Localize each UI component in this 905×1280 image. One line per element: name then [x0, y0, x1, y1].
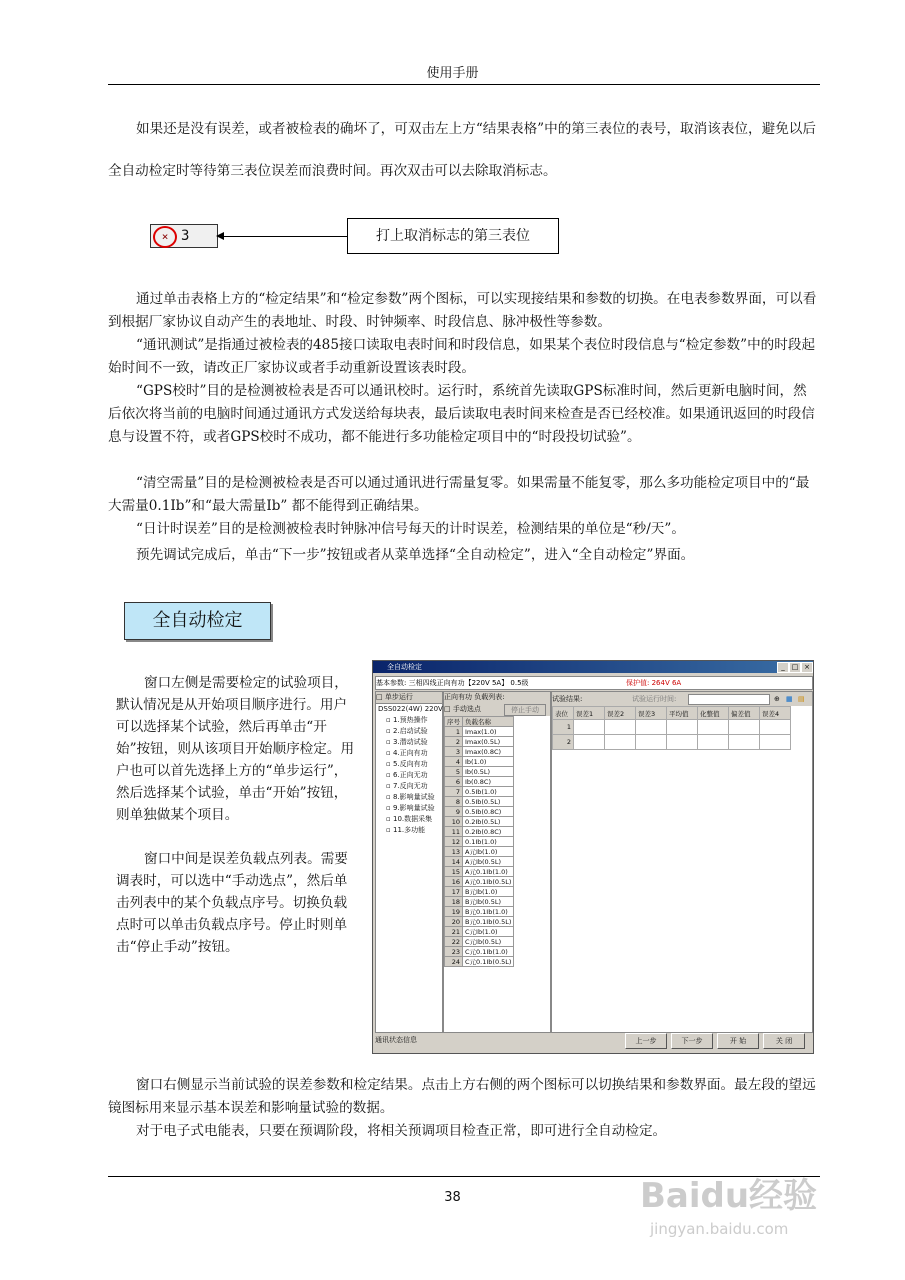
params-bar: [375, 676, 813, 690]
window-title-bar: [373, 661, 813, 673]
load-index[interactable]: 3: [445, 747, 463, 757]
side-paragraph-left-panel: 窗口左侧是需要检定的试验项目，默认情况是从开始项目顺序进行。用户可以选择某个试验，然后再单击“开始”按钮，则从该项目开始顺序检定。用户也可以首先选择上方的“单步运行”，然后选择某个试验，单击“开始”按钮，则单独做某个项目。: [116, 675, 355, 823]
load-index[interactable]: 19: [445, 907, 463, 917]
load-row[interactable]: [445, 917, 514, 927]
test-tree: [376, 704, 442, 836]
test-tree-panel: [375, 691, 443, 1033]
binoculars-icon[interactable]: ⊕: [774, 695, 780, 703]
run-time-field: [688, 694, 770, 705]
load-name: Imax(0.8C): [463, 747, 514, 757]
tree-item[interactable]: [378, 715, 442, 726]
load-row[interactable]: [445, 817, 514, 827]
results-row[interactable]: [553, 720, 791, 735]
load-index[interactable]: 22: [445, 937, 463, 947]
load-row[interactable]: [445, 757, 514, 767]
load-row[interactable]: [445, 907, 514, 917]
tree-item-label: 8.影响量试验: [392, 793, 435, 801]
tree-item-label: 11.多功能: [392, 826, 426, 834]
results-col-header: 表位: [553, 707, 574, 720]
load-name: B元0.1Ib(0.5L): [463, 917, 514, 927]
results-col-header: 误差1: [574, 707, 605, 720]
window-title: 全自动检定: [387, 663, 422, 671]
load-name: Imax(0.5L): [463, 737, 514, 747]
load-row[interactable]: [445, 887, 514, 897]
load-index[interactable]: 20: [445, 917, 463, 927]
load-index[interactable]: 7: [445, 787, 463, 797]
load-name: Ib(1.0): [463, 757, 514, 767]
status-info: 通讯状态信息: [375, 1036, 417, 1044]
tree-node-icon: ▫: [386, 804, 393, 812]
results-cell: [729, 720, 760, 735]
load-index[interactable]: 11: [445, 827, 463, 837]
callout-box: 打上取消标志的第三表位: [347, 218, 559, 254]
results-cell: [605, 735, 636, 750]
manual-controls: [444, 703, 550, 716]
tree-node-icon: ▫: [386, 760, 393, 768]
load-row[interactable]: [445, 827, 514, 837]
load-name: A元Ib(1.0): [463, 847, 514, 857]
page-number: 38: [444, 1190, 461, 1205]
load-name: C元0.1Ib(0.5L): [463, 957, 514, 967]
results-cell: [698, 720, 729, 735]
load-index[interactable]: 12: [445, 837, 463, 847]
load-row[interactable]: [445, 727, 514, 737]
load-index[interactable]: 9: [445, 807, 463, 817]
load-name: 0.2Ib(0.5L): [463, 817, 514, 827]
paragraph-clear-demand: “清空需量”目的是检测被检表是否可以通过通讯进行需量复零。如果需量不能复零，那么多功能检定项目中的“最大需量0.1Ib”和“最大需量Ib” 都不能得到正确结果。: [108, 475, 810, 514]
results-toolbar: [552, 692, 812, 706]
header-rule: [108, 84, 820, 85]
param-table-icon[interactable]: ▤: [798, 695, 805, 703]
paragraph-comm-test: “通讯测试”是指通过被检表的485接口读取电表时间和时段信息，如果某个表位时段信息与“检定参数”中的时段起始时间不一致，请改正厂家协议或者手动重新设置该表时段。: [108, 337, 816, 376]
tree-node-icon: ▫: [386, 738, 393, 746]
close-icon[interactable]: ×: [801, 662, 813, 673]
load-name: A元Ib(0.5L): [463, 857, 514, 867]
paragraph-right-panel: 窗口右侧显示当前试验的误差参数和检定结果。点击上方右侧的两个图标可以切换结果和参数界面。最左段的望远镜图标用来显示基本误差和影响量试验的数据。: [108, 1077, 816, 1116]
results-cell: [574, 720, 605, 735]
load-name: B元Ib(1.0): [463, 887, 514, 897]
load-index[interactable]: 13: [445, 847, 463, 857]
params-label: 基本参数: 三相四线正向有功【220V 5A】 0.5级: [376, 679, 529, 687]
load-row[interactable]: [445, 777, 514, 787]
load-name: Ib(0.8C): [463, 777, 514, 787]
load-list-panel: [443, 691, 551, 1033]
tree-item[interactable]: [378, 737, 442, 748]
tree-node-icon: ▫: [386, 815, 393, 823]
stop-manual-button[interactable]: 停止手动: [504, 704, 546, 716]
load-row[interactable]: [445, 867, 514, 877]
results-header-row: [553, 707, 791, 720]
results-row[interactable]: [553, 735, 791, 750]
tree-item-label: 5.反向有功: [392, 760, 428, 768]
load-row[interactable]: [445, 787, 514, 797]
tree-node-icon: ▫: [386, 727, 393, 735]
result-label: 试验结果:: [552, 695, 583, 703]
paragraph-electronic-meter: 对于电子式电能表，只要在预调阶段，将相关预调项目检查正常，即可进行全自动检定。: [136, 1123, 667, 1139]
tree-item-label: 6.正向无功: [392, 771, 428, 779]
side-paragraph-middle-panel: 窗口中间是误差负载点列表。需要调表时，可以选中“手动选点”，然后单击列表中的某个负载点序号。切换负载点时可以单击负载点序号。停止时则单击“停止手动”按钮。: [116, 851, 348, 955]
results-cell: [667, 720, 698, 735]
tree-item-label: 4.正向有功: [392, 749, 428, 757]
load-row[interactable]: [445, 947, 514, 957]
tree-item-label: 3.潜动试验: [392, 738, 428, 746]
tree-node-icon: ▫: [386, 749, 393, 757]
load-table: [444, 716, 514, 967]
tree-item-label: 7.反向无功: [392, 782, 428, 790]
load-row[interactable]: [445, 797, 514, 807]
tree-node-icon: ▫: [386, 771, 393, 779]
results-cell: [636, 720, 667, 735]
results-col-header: 偏差值: [729, 707, 760, 720]
checkbox-icon: □: [376, 693, 383, 701]
maximize-icon[interactable]: □: [789, 662, 801, 673]
load-list-header: 正向有功 负载列表:: [444, 692, 550, 703]
cancel-mark-icon: ×: [153, 226, 177, 248]
results-col-header: 误差2: [605, 707, 636, 720]
load-table-header: [445, 717, 514, 727]
load-index[interactable]: 15: [445, 867, 463, 877]
load-index[interactable]: 21: [445, 927, 463, 937]
load-name: C元0.1Ib(1.0): [463, 947, 514, 957]
protect-label: 保护值: 264V 6A: [626, 679, 682, 687]
tree-item[interactable]: [378, 803, 442, 814]
load-index[interactable]: 10: [445, 817, 463, 827]
tree-item[interactable]: [378, 825, 442, 836]
arrow-line: [223, 236, 347, 237]
load-index[interactable]: 6: [445, 777, 463, 787]
load-name: Imax(1.0): [463, 727, 514, 737]
results-panel: [551, 691, 813, 1033]
meter-position-cell: [150, 224, 218, 248]
results-cell: [760, 720, 791, 735]
tree-node-icon: ▫: [386, 716, 393, 724]
load-row[interactable]: [445, 897, 514, 907]
load-index[interactable]: 2: [445, 737, 463, 747]
load-index[interactable]: 24: [445, 957, 463, 967]
load-name: 0.1Ib(1.0): [463, 837, 514, 847]
tree-node-icon: ▫: [386, 793, 393, 801]
next-step-button[interactable]: 下一步: [671, 1033, 713, 1049]
minimize-icon[interactable]: _: [777, 662, 789, 673]
load-row[interactable]: [445, 837, 514, 847]
paragraph-next-step: 预先调试完成后，单击“下一步”按钮或者从菜单选择“全自动检定”，进入“全自动检定”界面。: [136, 547, 695, 563]
results-cell: [698, 735, 729, 750]
result-table-icon[interactable]: ▦: [786, 695, 793, 703]
tree-item[interactable]: [378, 748, 442, 759]
paragraph-switch-icons: 通过单击表格上方的“检定结果”和“检定参数”两个图标，可以实现接结果和参数的切换。在电表参数界面，可以看到根据厂家协议自动产生的表地址、时段、时钟频率、时段信息、脉冲极性等参数。: [108, 291, 817, 330]
single-step-label: 单步运行: [384, 693, 413, 701]
paragraph-cancel-position: 如果还是没有误差，或者被检表的确坏了，可双击左上方“结果表格”中的第三表位的表号，取消该表位，避免以后全自动检定时等待第三表位误差而浪费时间。再次双击可以去除取消标志。: [108, 121, 816, 179]
load-name: 0.5Ib(0.8C): [463, 807, 514, 817]
results-cell: [574, 735, 605, 750]
checkbox-icon: □: [444, 705, 451, 713]
results-col-header: 平均值: [667, 707, 698, 720]
section-title: 全自动检定: [124, 602, 271, 640]
load-index[interactable]: 5: [445, 767, 463, 777]
tree-item[interactable]: [378, 770, 442, 781]
tree-item-label: 2.启动试验: [392, 727, 428, 735]
results-col-header: 误差3: [636, 707, 667, 720]
load-row[interactable]: [445, 857, 514, 867]
load-index[interactable]: 1: [445, 727, 463, 737]
load-row[interactable]: [445, 807, 514, 817]
close-button[interactable]: 关 闭: [763, 1033, 805, 1049]
load-row[interactable]: [445, 877, 514, 887]
load-row[interactable]: [445, 937, 514, 947]
load-index[interactable]: 17: [445, 887, 463, 897]
load-name: C元Ib(1.0): [463, 927, 514, 937]
results-col-header: 误差4: [760, 707, 791, 720]
watermark-url: jingyan.baidu.com: [650, 1220, 789, 1238]
tree-item[interactable]: [378, 726, 442, 737]
load-name: Ib(0.5L): [463, 767, 514, 777]
load-row[interactable]: [445, 747, 514, 757]
paragraph-daily-clock: “日计时误差”目的是检测被检表时钟脉冲信号每天的计时误差，检测结果的单位是“秒/天”。: [136, 521, 685, 537]
run-time-label: 试验运行时间:: [632, 695, 677, 703]
results-cell: [667, 735, 698, 750]
load-index[interactable]: 16: [445, 877, 463, 887]
load-name: 0.5Ib(0.5L): [463, 797, 514, 807]
results-cell: [636, 735, 667, 750]
tree-item[interactable]: [378, 781, 442, 792]
col-index-header: 序号: [445, 717, 463, 727]
load-name: 0.5Ib(1.0): [463, 787, 514, 797]
load-row[interactable]: [445, 767, 514, 777]
results-cell: [605, 720, 636, 735]
tree-item-label: 9.影响量试验: [392, 804, 435, 812]
load-name: C元Ib(0.5L): [463, 937, 514, 947]
results-cell: [729, 735, 760, 750]
single-step-checkbox[interactable]: [376, 692, 442, 704]
meter-position-value: 3: [181, 228, 190, 244]
prev-step-button[interactable]: 上一步: [625, 1033, 667, 1049]
tree-node-icon: ▫: [386, 826, 393, 834]
tree-item[interactable]: [378, 792, 442, 803]
tree-item[interactable]: [378, 814, 442, 825]
watermark-brand: Baidu经验: [640, 1176, 818, 1216]
load-name: A元0.1Ib(1.0): [463, 867, 514, 877]
tree-item-label: 10.数据采集: [392, 815, 433, 823]
load-row[interactable]: [445, 737, 514, 747]
load-name: B元0.1Ib(1.0): [463, 907, 514, 917]
load-index[interactable]: 8: [445, 797, 463, 807]
results-cell: [760, 735, 791, 750]
results-table: [552, 706, 791, 750]
load-index[interactable]: 14: [445, 857, 463, 867]
meter-type-node[interactable]: DSS022(4W) 220V: [378, 705, 443, 713]
tree-item-label: 1.预热操作: [392, 716, 428, 724]
load-name: A元0.1Ib(0.5L): [463, 877, 514, 887]
auto-verify-window: [372, 660, 814, 1054]
start-button[interactable]: 开 始: [717, 1033, 759, 1049]
page-header: 使用手册: [426, 66, 479, 81]
load-row[interactable]: [445, 927, 514, 937]
tree-node-icon: ▫: [386, 782, 393, 790]
load-index[interactable]: 4: [445, 757, 463, 767]
tree-item[interactable]: [378, 759, 442, 770]
paragraph-gps: “GPS校时”目的是检测被检表是否可以通讯校时。运行时，系统首先读取GPS标准时间，然后更新电脑时间，然后依次将当前的电脑时间通过通讯方式发送给每块表，最后读取电表时间来检查是否已经校准。如果通讯返回的时段信息与设置不符，或者GPS校时不成功，都不能进行多功能检定项目中的“时段投切试验”。: [108, 383, 815, 445]
results-col-header: 化整值: [698, 707, 729, 720]
results-position: 1: [553, 720, 574, 735]
load-index[interactable]: 23: [445, 947, 463, 957]
watermark: [640, 1150, 850, 1250]
col-name-header: 负载名称: [463, 717, 514, 727]
manual-select-checkbox[interactable]: 手动选点: [452, 705, 481, 713]
load-row[interactable]: [445, 847, 514, 857]
results-position: 2: [553, 735, 574, 750]
load-name: B元Ib(0.5L): [463, 897, 514, 907]
load-name: 0.2Ib(0.8C): [463, 827, 514, 837]
load-index[interactable]: 18: [445, 897, 463, 907]
load-row[interactable]: [445, 957, 514, 967]
